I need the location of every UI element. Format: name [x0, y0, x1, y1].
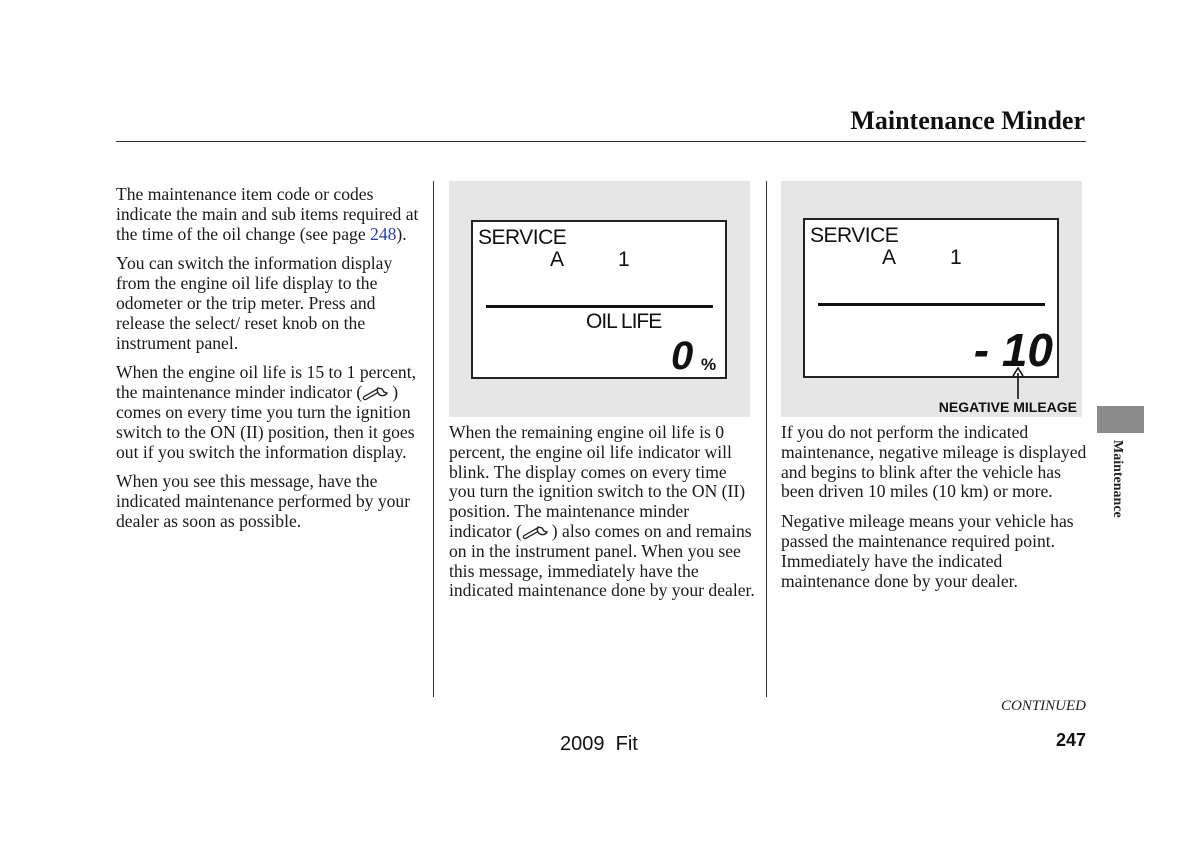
sub-item-code: 1 [950, 246, 962, 269]
column-3 [781, 423, 1087, 601]
negative-mileage-caption: NEGATIVE MILEAGE [938, 399, 1077, 415]
negative-mileage-display-illustration [781, 181, 1082, 417]
oil-life-percent-digit: 0 [671, 335, 694, 375]
lcd-screen [803, 218, 1059, 378]
paragraph [116, 363, 426, 462]
paragraph-text: The maintenance item code or codes indicate the main and sub items required at the time of the oil change (see page [116, 184, 419, 244]
paragraph-text: ) comes on every time you turn the ignition switch to the ON (II) position, then it goes out if you switch the information display. [116, 382, 415, 462]
main-item-code: A [550, 248, 565, 271]
main-item-code: A [882, 246, 897, 269]
column-divider [433, 181, 434, 697]
sub-item-code: 1 [618, 248, 630, 271]
service-label: SERVICE [810, 224, 899, 247]
paragraph: You can switch the information display from the engine oil life display to the odometer or the trip meter. Press and release the select/ reset knob on the instrument panel. [116, 253, 393, 353]
callout-arrow [1010, 367, 1026, 399]
continued-label: CONTINUED [1000, 698, 1086, 714]
page-248-link[interactable]: 248 [370, 223, 397, 244]
paragraph-text: When the engine oil life is 15 to 1 percent, the maintenance minder indicator ( [116, 362, 416, 403]
paragraph: When you see this message, have the indicated maintenance performed by your dealer as soon as possible. [116, 471, 411, 531]
column-1 [116, 185, 426, 542]
negative-mileage-digits: - 10 [973, 324, 1053, 372]
paragraph-text: When the remaining engine oil life is 0 percent, the engine oil life indicator will blink. The display comes on every time you turn the ignition switch to the ON (II) position. The maintenance minder indicator ( [449, 422, 746, 541]
column-divider [766, 181, 767, 697]
page-title: Maintenance Minder [850, 106, 1085, 135]
lcd-screen [471, 220, 727, 379]
oil-life-label: OIL LIFE [586, 310, 662, 333]
lcd-divider [486, 305, 713, 308]
paragraph: If you do not perform the indicated maintenance, negative mileage is displayed and begins to blink after the vehicle has been driven 10 miles (10 km) or more. [781, 422, 1087, 502]
paragraph: Immediately have the indicated maintenance done by your dealer. [781, 550, 1018, 591]
column-2 [449, 423, 755, 611]
paragraph: Negative mileage means your vehicle has passed the maintenance required point. [781, 511, 1074, 551]
service-label: SERVICE [478, 226, 567, 249]
oil-life-value [669, 335, 723, 375]
section-tab-label: Maintenance [1110, 440, 1125, 518]
paragraph-text: ) also comes on and remains on in the instrument panel. When you see this message, immediately have the indicated maintenance done by your dealer. [449, 520, 755, 601]
oil-life-display-illustration [449, 181, 750, 417]
wrench-icon [522, 523, 552, 540]
title-divider [116, 141, 1086, 142]
paragraph [116, 185, 426, 244]
negative-mileage-value [933, 324, 1057, 372]
wrench-icon [362, 384, 392, 401]
lcd-divider [818, 303, 1045, 306]
vehicle-model-footer: 2009 Fit [560, 733, 638, 755]
paragraph-text: ). [396, 223, 407, 244]
paragraph [449, 423, 755, 601]
section-tab-marker [1097, 406, 1144, 433]
percent-sign: % [701, 355, 717, 374]
page-number: 247 [1055, 730, 1086, 750]
